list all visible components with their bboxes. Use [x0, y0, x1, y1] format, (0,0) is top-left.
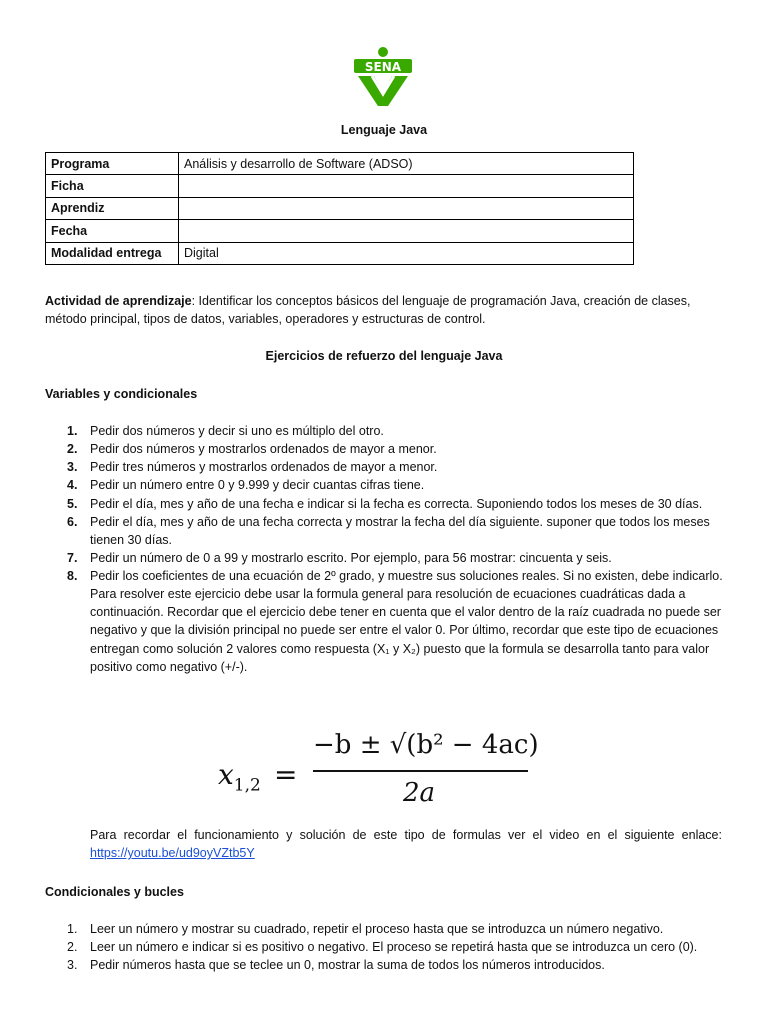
list-item [45, 956, 725, 974]
page-title: Lenguaje Java [340, 123, 428, 137]
list-item-text: Pedir dos números y decir si uno es múltiplo del otro. [90, 424, 384, 438]
info-table-row [46, 153, 634, 175]
exercises-subtitle: Ejercicios de refuerzo del lenguaje Java [265, 349, 503, 363]
exercise-list-variables [45, 422, 725, 676]
info-value [179, 220, 634, 242]
video-link[interactable]: https://youtu.be/ud9oyVZtb5Y [90, 846, 255, 861]
info-label: Programa [46, 153, 179, 175]
info-table-row [46, 220, 634, 242]
list-item-number: 7. [67, 550, 78, 565]
list-item-text: Leer un número y mostrar su cuadrado, repetir el proceso hasta que se introduzca un número negativo. [90, 922, 664, 936]
info-value: Digital [179, 242, 634, 264]
info-table [45, 152, 634, 265]
formula-fraction-bar [313, 770, 528, 772]
video-note [90, 826, 722, 862]
list-item [45, 422, 725, 440]
list-item [45, 938, 725, 956]
logo-text: SENA [364, 60, 402, 74]
list-item-text: Pedir un número entre 0 y 9.999 y decir cuantas cifras tiene. [90, 478, 425, 493]
formula-denominator: 2a [403, 778, 436, 808]
list-item-number: 5. [67, 496, 78, 511]
sena-logo-icon [352, 46, 414, 108]
formula-equals: = [274, 758, 298, 791]
info-label: Modalidad entrega [46, 242, 179, 264]
info-table-row [46, 175, 634, 197]
info-value [179, 197, 634, 219]
list-item [45, 513, 725, 549]
info-value: Análisis y desarrollo de Software (ADSO) [179, 153, 634, 175]
list-item-number: 2. [67, 940, 78, 955]
list-item-number: 1. [67, 922, 78, 936]
formula-lhs: $x_{1,2}$ [218, 758, 261, 796]
list-item [45, 476, 725, 494]
formula-numerator: −b ± √(b² − 4ac) [313, 730, 539, 760]
info-label: Ficha [46, 175, 179, 197]
list-item [45, 549, 725, 567]
list-item-number: 4. [67, 478, 78, 493]
activity-label: Actividad de aprendizaje [45, 294, 192, 308]
list-item-number: 1. [67, 424, 78, 438]
list-item-text: Pedir los coeficientes de una ecuación de 2º grado, y muestre sus soluciones reales. Si no existen, debe indicarlo. Para resolver este ejercicio debe usar la formula general para resolución de ecuaciones cuadráticas dada a continuación. Recordar que el ejercicio debe tener en cuenta que el valor dentro de la raíz cuadrada no puede ser negativo y que la división principal no puede ser entre el valor 0. Por último, recordar que este tipo de ecuaciones entregan como solución 2 valores como respuesta (X₁ y X₂) puesto que la formula se desarrolla tanto para valor positivo como negativo (+/-). [90, 569, 723, 674]
info-label: Fecha [46, 220, 179, 242]
list-item [45, 495, 725, 513]
list-item [45, 458, 725, 476]
list-item-text: Pedir un número de 0 a 99 y mostrarlo escrito. Por ejemplo, para 56 mostrar: cincuenta y seis. [90, 550, 612, 565]
list-item-text: Pedir tres números y mostrarlos ordenados de mayor a menor. [90, 460, 438, 475]
list-item-text: Pedir el día, mes y año de una fecha e indicar si la fecha es correcta. Suponiendo todos los meses de 30 días. [90, 496, 703, 511]
list-item-number: 3. [67, 460, 78, 475]
list-item-number: 2. [67, 442, 78, 457]
info-value [179, 175, 634, 197]
activity-text: : Identificar los conceptos básicos del lenguaje de programación Java, creación de clases, método principal, tipos de datos, variables, operadores y estructuras de control. [45, 294, 691, 327]
quadratic-formula [218, 727, 538, 817]
list-item-text: Leer un número e indicar si es positivo o negativo. El proceso se repetirá hasta que se introduzca un cero (0). [90, 940, 698, 955]
info-table-row [46, 242, 634, 264]
list-item [45, 920, 725, 938]
exercise-list-loops [45, 920, 725, 974]
activity-paragraph [45, 292, 725, 328]
list-item-text: Pedir números hasta que se teclee un 0, mostrar la suma de todos los números introducidos. [90, 958, 605, 973]
list-item-number: 3. [67, 958, 78, 973]
list-item [45, 567, 725, 676]
list-item-number: 6. [67, 514, 78, 529]
section-heading-loops: Condicionales y bucles [45, 885, 184, 899]
video-note-text: Para recordar el funcionamiento y solución de este tipo de formulas ver el video en el siguiente enlace: [90, 828, 722, 842]
list-item-text: Pedir el día, mes y año de una fecha correcta y mostrar la fecha del día siguiente. suponer que todos los meses tienen 30 días. [90, 514, 710, 547]
list-item-text: Pedir dos números y mostrarlos ordenados de mayor a menor. [90, 442, 437, 457]
info-table-row [46, 197, 634, 219]
section-heading-variables: Variables y condicionales [45, 387, 198, 401]
info-label: Aprendiz [46, 197, 179, 219]
list-item-number: 8. [67, 569, 78, 583]
list-item [45, 440, 725, 458]
